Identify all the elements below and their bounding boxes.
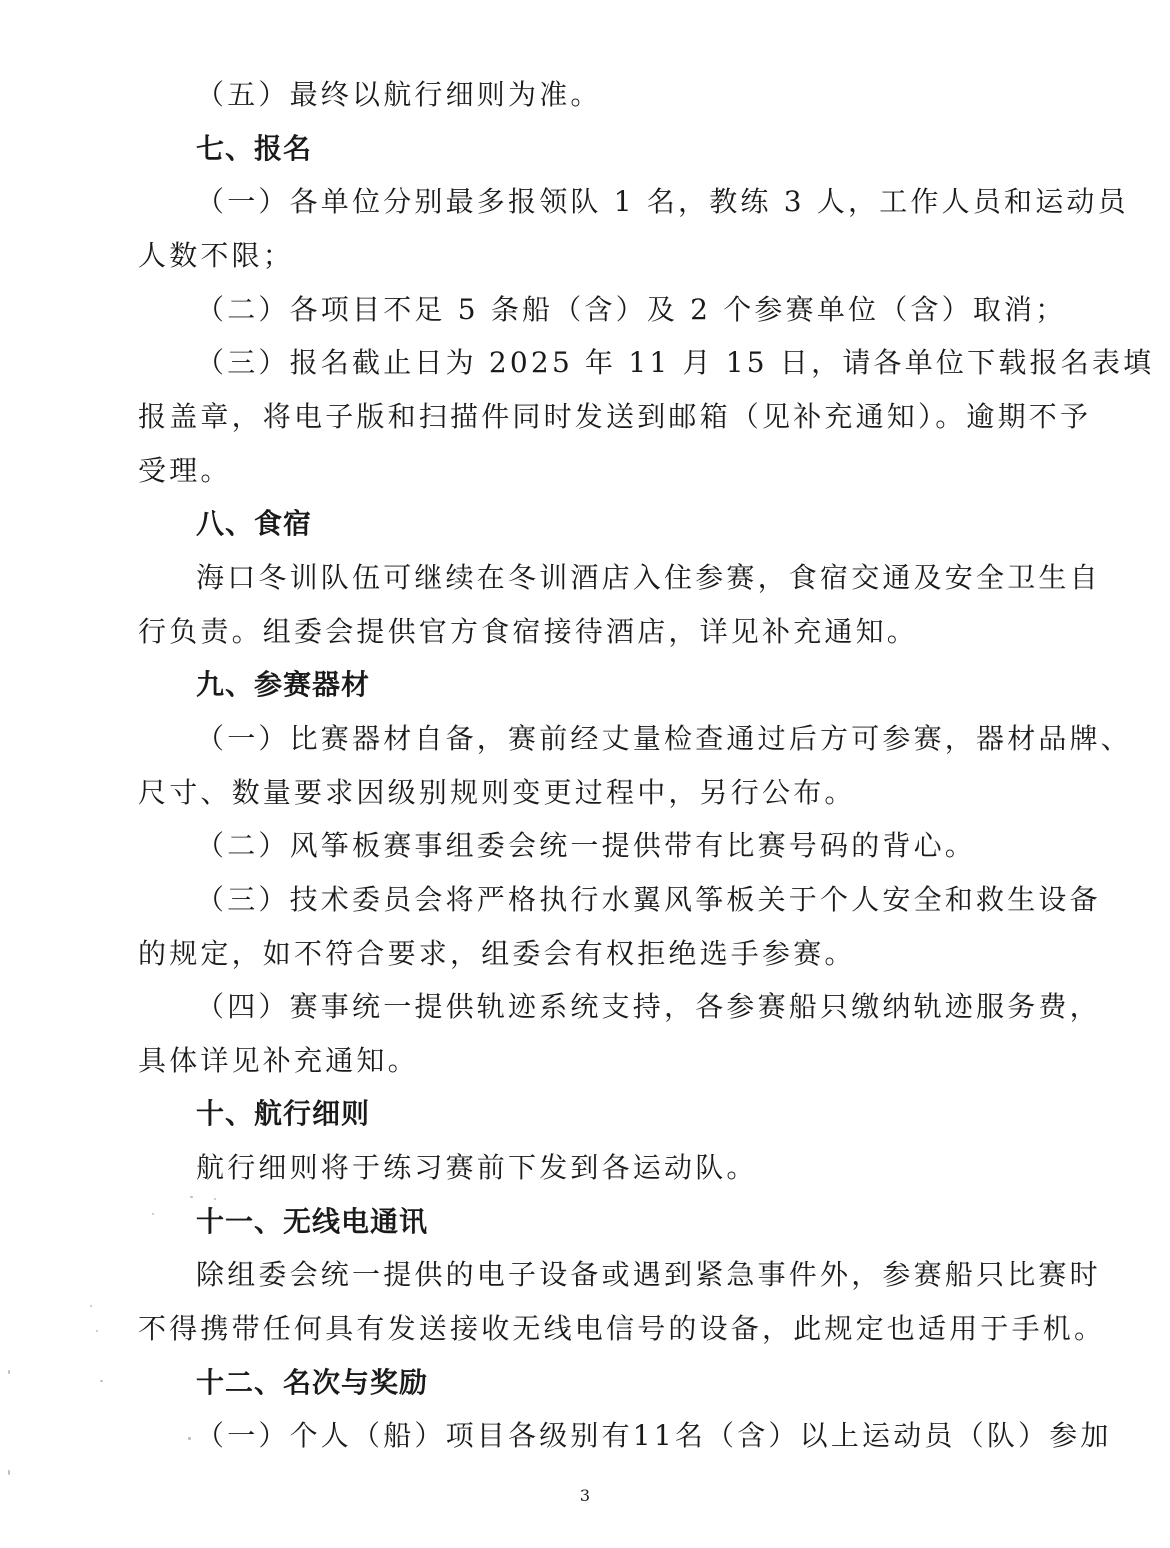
scan-speck	[188, 1437, 191, 1440]
paragraph-line: 除组委会统一提供的电子设备或遇到紧急事件外，参赛船只比赛时	[196, 1258, 1101, 1291]
paragraph-line: 的规定，如不符合要求，组委会有权拒绝选手参赛。	[138, 937, 856, 970]
scan-speck	[100, 1380, 103, 1382]
scan-speck	[8, 1470, 10, 1475]
paragraph-line: 人数不限；	[138, 239, 295, 272]
paragraph-line: 受理。	[138, 454, 232, 487]
paragraph-line: （二）风筝板赛事组委会统一提供带有比赛号码的背心。	[196, 829, 977, 862]
scan-speck	[190, 1196, 193, 1198]
paragraph-line: （二）各项目不足 5 条船（含）及 2 个参赛单位（含）取消；	[196, 293, 1067, 326]
paragraph-line: 海口冬训队伍可继续在冬训酒店入住参赛，食宿交通及安全卫生自	[196, 561, 1101, 594]
paragraph-line: （一）各单位分别最多报领队 1 名，教练 3 人，工作人员和运动员	[196, 185, 1129, 218]
scan-speck	[8, 1370, 10, 1374]
paragraph-line: 行负责。组委会提供官方食宿接待酒店，详见补充通知。	[138, 615, 919, 648]
paragraph-line: 尺寸、数量要求因级别规则变更过程中，另行公布。	[138, 776, 856, 809]
paragraph-line: （五）最终以航行细则为准。	[196, 78, 602, 111]
paragraph-line: （三）报名截止日为 2025 年 11 月 15 日，请各单位下载报名表填	[196, 346, 1155, 379]
section-heading-registration: 七、报名	[196, 132, 313, 165]
paragraph-line: （三）技术委员会将严格执行水翼风筝板关于个人安全和救生设备	[196, 883, 1101, 916]
section-heading-ranking: 十二、名次与奖励	[196, 1366, 429, 1399]
paragraph-line: （四）赛事统一提供轨迹系统支持，各参赛船只缴纳轨迹服务费，	[196, 990, 1101, 1023]
paragraph-line: （一）比赛器材自备，赛前经丈量检查通过后方可参赛，器材品牌、	[196, 722, 1133, 755]
paragraph-line: 具体详见补充通知。	[138, 1044, 419, 1077]
section-heading-accommodation: 八、食宿	[196, 507, 313, 540]
scan-speck	[96, 1330, 98, 1332]
section-heading-sailing-instructions: 十、航行细则	[196, 1097, 371, 1130]
scan-speck	[152, 1213, 154, 1215]
section-heading-equipment: 九、参赛器材	[196, 668, 371, 701]
paragraph-line: 报盖章，将电子版和扫描件同时发送到邮箱（见补充通知）。逾期不予	[138, 400, 1092, 433]
paragraph-line: 不得携带任何具有发送接收无线电信号的设备，此规定也适用于手机。	[138, 1312, 1106, 1345]
scan-speck	[90, 1305, 92, 1307]
paragraph-line: （一）个人（船）项目各级别有11名（含）以上运动员（队）参加	[196, 1419, 1112, 1452]
scan-speck	[214, 1198, 216, 1200]
paragraph-line: 航行细则将于练习赛前下发到各运动队。	[196, 1151, 758, 1184]
page-number: 3	[579, 1486, 591, 1505]
section-heading-radio: 十一、无线电通讯	[196, 1205, 429, 1238]
